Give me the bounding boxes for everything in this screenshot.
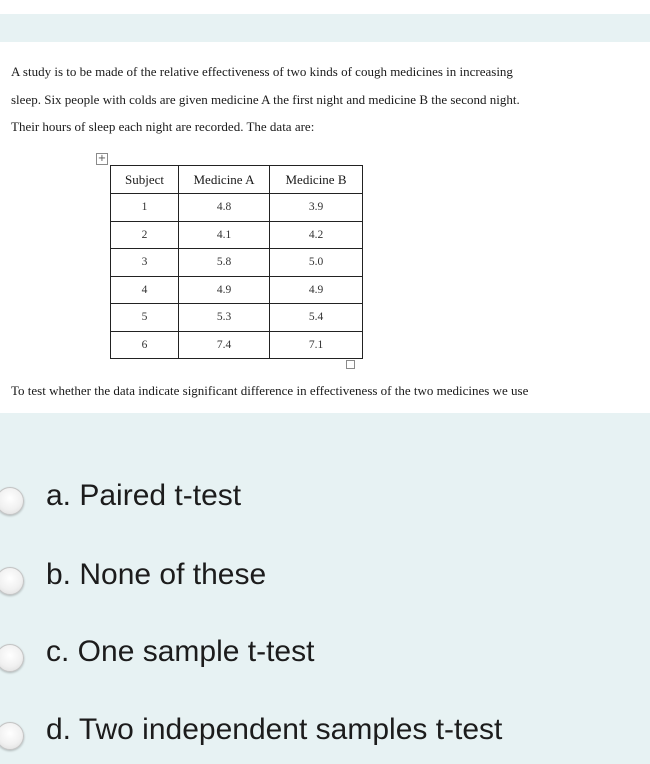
option-label[interactable]: c. One sample t-test	[46, 635, 315, 668]
table-cell: 1	[111, 194, 179, 222]
table-cell: 4	[111, 276, 179, 304]
header-strip	[0, 14, 650, 42]
table-cell: 5.4	[270, 304, 363, 332]
column-header-medicine-b: Medicine B	[270, 166, 363, 194]
table-row	[111, 249, 363, 277]
table-header-row	[111, 166, 363, 194]
table-cell: 7.1	[270, 331, 363, 359]
question-line: A study is to be made of the relative effectiveness of two kinds of cough medicines in increasing	[11, 64, 513, 79]
table-row	[111, 331, 363, 359]
move-icon[interactable]: +	[97, 153, 107, 164]
option-d[interactable]	[0, 704, 650, 764]
radio-button-icon[interactable]	[0, 644, 24, 672]
table-cell: 4.2	[270, 221, 363, 249]
question-card	[0, 42, 650, 413]
resize-handle-icon[interactable]	[346, 360, 355, 369]
option-label[interactable]: d. Two independent samples t-test	[46, 713, 503, 746]
option-label[interactable]: b. None of these	[46, 558, 267, 591]
option-b[interactable]	[0, 549, 650, 609]
table-row	[111, 194, 363, 222]
question-line: Their hours of sleep each night are recorded. The data are:	[11, 119, 315, 134]
table-cell: 4.9	[179, 276, 270, 304]
table-cell: 2	[111, 221, 179, 249]
question-prompt: To test whether the data indicate significant difference in effectiveness of the two medicines we use	[11, 383, 529, 398]
table-cell: 4.1	[179, 221, 270, 249]
radio-button-icon[interactable]	[0, 567, 24, 595]
question-line: sleep. Six people with colds are given medicine A the first night and medicine B the second night.	[11, 91, 520, 107]
table-cell: 7.4	[179, 331, 270, 359]
table-cell: 4.8	[179, 194, 270, 222]
table-cell: 5.0	[270, 249, 363, 277]
table-cell: 5.3	[179, 304, 270, 332]
table-row	[111, 276, 363, 304]
option-c[interactable]	[0, 627, 650, 687]
option-a[interactable]	[0, 470, 650, 530]
top-band	[0, 0, 650, 14]
column-header-medicine-a: Medicine A	[179, 166, 270, 194]
table-row	[111, 221, 363, 249]
radio-button-icon[interactable]	[0, 722, 24, 750]
table-cell: 4.9	[270, 276, 363, 304]
table-cell: 5.8	[179, 249, 270, 277]
radio-button-icon[interactable]	[0, 487, 24, 515]
table-cell: 6	[111, 331, 179, 359]
option-label[interactable]: a. Paired t-test	[46, 479, 242, 512]
column-header-subject: Subject	[111, 166, 179, 194]
table-row	[111, 304, 363, 332]
table-cell: 3	[111, 249, 179, 277]
question-text	[11, 58, 641, 141]
data-table	[110, 165, 363, 359]
table-cell: 3.9	[270, 194, 363, 222]
table-cell: 5	[111, 304, 179, 332]
